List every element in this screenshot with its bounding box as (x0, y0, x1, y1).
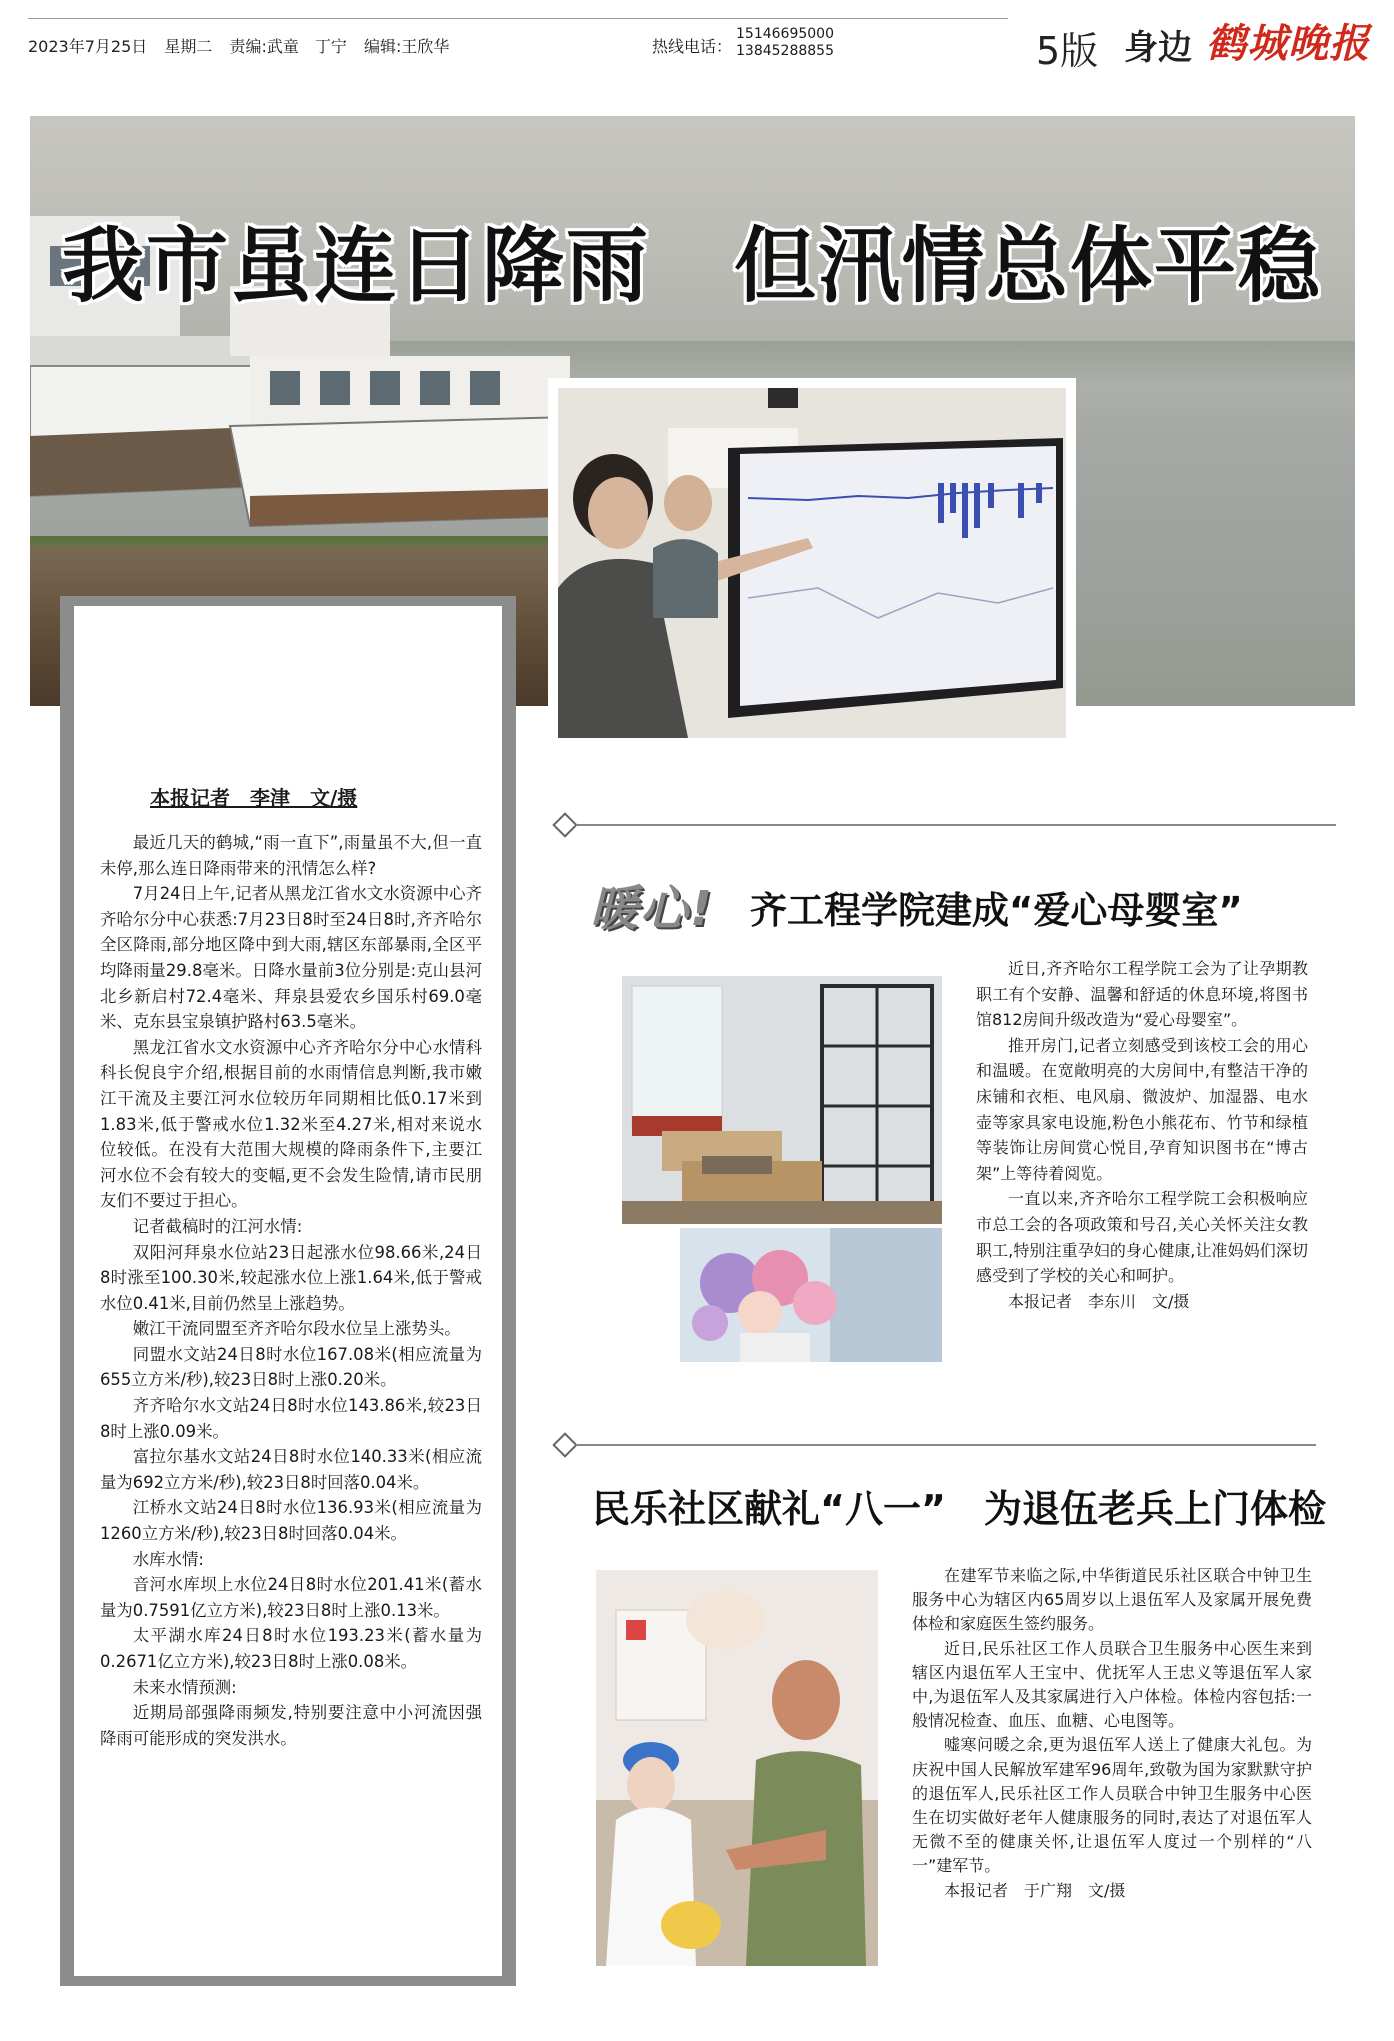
section-divider-line (576, 1444, 1316, 1446)
section-divider-line (576, 824, 1336, 826)
article2-paragraph: 推开房门,记者立刻感受到该校工会的用心和温暖。在宽敞明亮的大房间中,有整洁干净的床铺和衣柜、电风扇、微波炉、加湿器、电水壶等家具家电设施,粉色小熊花布、竹节和绿植等装饰让房间赏心悦目,孕育知识图书在“博古架”上等待着阅览。 (976, 1035, 1308, 1183)
article2-body (976, 956, 1308, 1314)
article3-headline: 民乐社区献礼“八一” 为退伍老兵上门体检 (592, 1487, 1326, 1531)
hotline-number-2: 13845288855 (736, 43, 834, 59)
article1-paragraph: 双阳河拜泉水位站23日起涨水位98.66米,24日8时涨至100.30米,较起涨水位上涨1.64米,低于警戒水位0.41米,目前仍然呈上涨趋势。 (100, 1242, 482, 1313)
responsible-editors: 责编:武童 丁宁 (229, 37, 347, 56)
section-name: 身边 (1124, 28, 1192, 68)
article3-paragraph: 近日,民乐社区工作人员联合卫生服务中心医生来到辖区内退伍军人王宝中、优抚军人王忠义等退伍军人家中,为退伍军人及其家属进行入户体检。体检内容包括:一般情况检查、血压、血糖、心电图等。 (912, 1638, 1312, 1731)
health-check-illustration (596, 1570, 878, 1966)
article2-photo-nursing-room (622, 976, 942, 1224)
flowers-illustration (680, 1228, 942, 1362)
article1-paragraph: 记者截稿时的江河水情: (132, 1216, 303, 1236)
article3-body (912, 1564, 1312, 1903)
article3-signature: 本报记者 于广翔 文/摄 (944, 1880, 1126, 1900)
article1-paragraph: 近期局部强降雨频发,特别要注意中小河流因强降雨可能形成的突发洪水。 (100, 1703, 482, 1748)
article1-paragraph: 水库水情: (132, 1549, 204, 1569)
article2-paragraph: 近日,齐齐哈尔工程学院工会为了让孕期教职工有个安静、温馨和舒适的休息环境,将图书馆812房间升级改造为“爱心母婴室”。 (976, 959, 1308, 1030)
article3-paragraph: 在建军节来临之际,中华街道民乐社区联合中钟卫生服务中心为辖区内65周岁以上退伍军人及家属开展免费体检和家庭医生签约服务。 (912, 1566, 1312, 1634)
header-meta (28, 34, 461, 57)
article2-headline: 齐工程学院建成“爱心母婴室” (750, 889, 1243, 932)
hotline-number-1: 15146695000 (736, 26, 834, 42)
page-editor: 编辑:王欣华 (363, 37, 450, 56)
article1-paragraph: 齐齐哈尔水文站24日8时水位143.86米,较23日8时上涨0.09米。 (100, 1396, 482, 1441)
issue-date: 2023年7月25日 (28, 37, 148, 56)
article1-paragraph: 7月24日上午,记者从黑龙江省水文水资源中心齐齐哈尔分中心获悉:7月23日8时至24日8时,齐齐哈尔全区降雨,部分地区降中到大雨,辖区东部暴雨,全区平均降雨量29.8毫米。日降水量前3位分别是:克山县河北乡新启村72.4毫米、拜泉县爱农乡国乐村69.0毫米、克东县宝泉镇护路村63.5毫米。 (100, 884, 482, 1032)
article1-paragraph: 音河水库坝上水位24日8时水位201.41米(蓄水量为0.7591亿立方米),较23日8时上涨0.13米。 (100, 1575, 482, 1620)
header-rule (28, 18, 1008, 19)
article1-paragraph: 未来水情预测: (132, 1677, 237, 1697)
article1-paragraph: 最近几天的鹤城,“雨一直下”,雨量虽不大,但一直未停,那么连日降雨带来的汛情怎么样? (100, 833, 482, 878)
article2-photo-flowers (680, 1228, 942, 1362)
inset-photo-hydrology-screen (558, 388, 1066, 738)
hotline-numbers (736, 26, 834, 60)
issue-weekday: 星期二 (164, 37, 213, 56)
article1-byline: 本报记者 李津 文/摄 (150, 786, 358, 810)
article3-photo-health-check (596, 1570, 878, 1966)
article1-paragraph: 江桥水文站24日8时水位136.93米(相应流量为1260立方米/秒),较23日8时回落0.04米。 (100, 1498, 482, 1544)
hotline-label: 热线电话： (652, 37, 733, 56)
newspaper-logo: 鹤城晚报 (1206, 20, 1370, 67)
article2-signature: 本报记者 李东川 文/摄 (1008, 1291, 1190, 1311)
article1-paragraph: 嫩江干流同盟至齐齐哈尔段水位呈上涨势头。 (132, 1319, 461, 1339)
hydrology-screen-illustration (558, 388, 1066, 738)
article2-paragraph: 一直以来,齐齐哈尔工程学院工会积极响应市总工会的各项政策和号召,关心关怀关注女教职工,特别注重孕妇的身心健康,让准妈妈们深切感受到了学校的关心和呵护。 (976, 1189, 1308, 1286)
inset-photo-frame (548, 378, 1076, 740)
article2-kicker: 暖心! (590, 881, 714, 937)
hero-headline: 我市虽连日降雨 但汛情总体平稳 (62, 219, 1323, 314)
article1-paragraph: 同盟水文站24日8时水位167.08米(相应流量为655立方米/秒),较23日8时上涨0.20米。 (100, 1344, 482, 1390)
nursing-room-illustration (622, 976, 942, 1224)
edition-number: 5版 (1036, 29, 1099, 73)
section-divider-diamond (552, 1432, 577, 1457)
section-divider-diamond (552, 812, 577, 837)
article1-paragraph: 黑龙江省水文水资源中心齐齐哈尔分中心水情科科长倪良宇介绍,根据目前的水雨情信息判断,我市嫩江干流及主要江河水位较历年同期相比低0.17米到1.83米,低于警戒水位1.32米至4.27米,相对来说水位较低。在没有大范围大规模的降雨条件下,主要江河水位不会有较大的变幅,更不会发生险情,请市民朋友们不要过于担心。 (100, 1037, 482, 1211)
article1-paragraph: 太平湖水库24日8时水位193.23米(蓄水量为0.2671亿立方米),较23日8时上涨0.08米。 (100, 1626, 482, 1671)
article1-paragraph: 富拉尔基水文站24日8时水位140.33米(相应流量为692立方米/秒),较23日8时回落0.04米。 (100, 1447, 482, 1492)
article1-body (100, 830, 482, 1751)
article3-paragraph: 嘘寒问暖之余,更为退伍军人送上了健康大礼包。为庆祝中国人民解放军建军96周年,致敬为国为家默默守护的退伍军人,民乐社区工作人员联合中钟卫生服务中心医生在切实做好老年人健康服务的同时,表达了对退伍军人无微不至的健康关怀,让退伍军人度过一个别样的“八一”建军节。 (912, 1735, 1312, 1876)
